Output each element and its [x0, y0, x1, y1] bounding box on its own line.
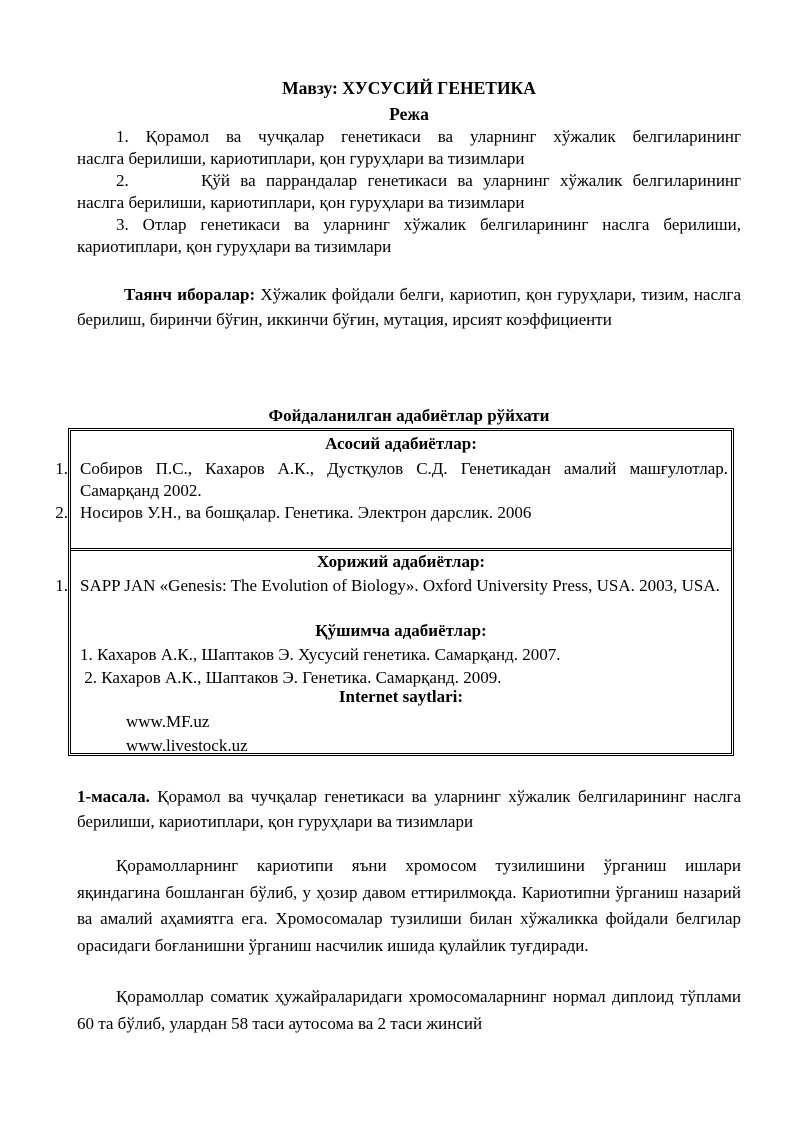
body-paragraph: Қорамолларнинг кариотипи яъни хромосом тузилишини ўрганиш ишлари яқиндагина бошланган бўлиб, у ҳозир давом еттирилмоқда. Кариотипни ўрганиш назарий ва амалий аҳамиятга ега. Хромосомалар тузилиши билан хўжаликка фойдали белгилар орасидаги боғланишни ўрганиш насчилик ишида қулайлик туғдиради.: [77, 856, 741, 955]
extra-literature-heading: Қўшимча адабиётлар:: [315, 621, 487, 640]
plan-heading: Режа: [389, 104, 429, 124]
foreign-reference-item: 1. SAPP JAN «Genesis: The Evolution of Biology». Oxford University Press, USA. 2003, USA.: [55, 576, 720, 595]
plan-item-2: 2. Қўй ва паррандалар генетикаси ва уларнинг хўжалик белгиларининг наслга берилиши, кариотиплари, қон гуруҳлари ва тизимлари: [77, 171, 741, 212]
main-reference-item: 2. Носиров У.Н., ва бошқалар. Генетика. Электрон дарслик. 2006: [55, 503, 532, 522]
internet-sites-heading: Internet saytlari:: [338, 687, 464, 706]
plan-list: [77, 126, 741, 258]
keywords-paragraph: [77, 282, 741, 332]
page-title: Мавзу: ХУСУСИЙ ГЕНЕТИКА: [282, 78, 536, 98]
plan-item-3: 3. Отлар генетикаси ва уларнинг хўжалик белгиларининг наслга берилиши, кариотиплари, қон гуруҳлари ва тизимлари: [77, 215, 741, 256]
main-reference-item: 1. Собиров П.С., Кахаров А.К., Дустқулов С.Д. Генетикадан амалий машғулотлар. Самарқанд 2002.: [55, 459, 728, 500]
references-table: [55, 428, 734, 756]
extra-reference-item: 1. Кахаров А.К., Шаптаков Э. Хусусий генетика. Самарқанд. 2007.: [80, 645, 561, 664]
keywords-text: Хўжалик фойдали белги, кариотип, қон гуруҳлари, тизим, наслга берилиш, биринчи бўғин, иккинчи бўғин, мутация, ирсият коэффициенти: [77, 285, 742, 329]
body-paragraph: Қорамоллар соматик ҳужайраларидаги хромосомаларнинг нормал диплоид тўплами 60 та бўлиб, улардан 58 таси аутосома ва 2 таси жинсий: [77, 987, 741, 1033]
task-paragraph: [77, 784, 741, 834]
task-text: Қорамол ва чучқалар генетикаси ва уларнинг хўжалик белгиларининг наслга берилиши, кариотиплари, қон гуруҳлари ва тизимлари: [77, 787, 741, 831]
foreign-literature-heading: Хорижий адабиётлар:: [316, 552, 486, 571]
main-literature-heading: Асосий адабиётлар:: [325, 434, 477, 453]
references-heading: Фойдаланилган адабиётлар рўйхати: [268, 406, 550, 425]
plan-item-1: 1. Қорамол ва чучқалар генетикаси ва уларнинг хўжалик белгиларининг наслга берилиши, кариотиплари, қон гуруҳлари ва тизимлари: [77, 127, 741, 168]
website-link[interactable]: www.livestock.uz: [126, 736, 248, 755]
task-label: 1-масала.: [77, 787, 150, 806]
table-divider: [71, 548, 731, 551]
website-link[interactable]: www.MF.uz: [126, 712, 210, 731]
keywords-label: Таянч иборалар:: [124, 285, 256, 304]
extra-reference-item: 2. Кахаров А.К., Шаптаков Э. Генетика. Самарқанд. 2009.: [80, 668, 502, 687]
